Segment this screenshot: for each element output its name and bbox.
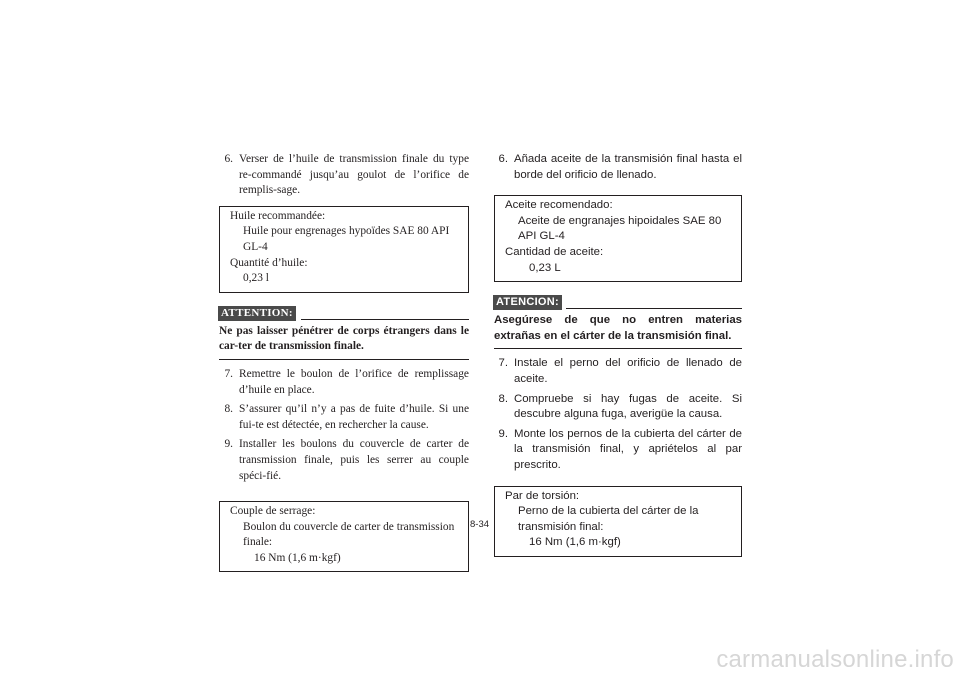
oil-quantity: 0,23 l — [243, 272, 269, 285]
attention-text-es: Asegúrese de que no entren materias extrañas en el cárter de la transmisión final. — [494, 314, 742, 342]
step-7-fr — [219, 367, 469, 398]
attention-label: ATTENTION: — [218, 306, 296, 321]
step-number: 6. — [498, 153, 508, 165]
step-text: Verser de l’huile de transmission finale du type re-commandé jusqu’au goulot de l’orifice de remplis-sage. — [239, 153, 469, 197]
oil-quantity-label: Cantidad de aceite: — [505, 245, 604, 258]
torque-label: Par de torsión: — [505, 489, 580, 502]
torque-label: Couple de serrage: — [230, 505, 316, 518]
step-6-es — [494, 152, 742, 183]
step-text: Añada aceite de la transmisión final hasta el borde del orificio de llenado. — [514, 153, 742, 181]
attention-end-rule — [494, 348, 742, 349]
page-number: 8-34 — [470, 519, 490, 530]
step-text: Remettre le boulon de l’orifice de remplissage d’huile en place. — [239, 367, 469, 396]
step-text: Installer les boulons du couvercle de carter de transmission finale, puis les serrer au couple spéci-fié. — [239, 438, 469, 482]
french-column — [219, 152, 469, 572]
step-number: 9. — [498, 427, 508, 440]
recommended-oil-box-fr — [219, 206, 469, 293]
torque-item: Boulon du couvercle de carter de transmission finale: — [243, 520, 455, 549]
steps-list-fr — [219, 367, 469, 484]
step-8-es — [494, 392, 742, 423]
recommended-oil-box-es — [494, 195, 742, 282]
step-7-es — [494, 356, 742, 387]
step-number: 8. — [498, 392, 508, 405]
step-9-fr — [219, 437, 469, 484]
steps-list-es — [494, 356, 742, 473]
attention-label: ATENCION: — [493, 295, 562, 310]
torque-box-fr — [219, 501, 469, 572]
step-number: 7. — [498, 357, 508, 370]
step-text: Compruebe si hay fugas de aceite. Si descubre alguna fuga, averigüe la causa. — [514, 392, 742, 421]
torque-box-es — [494, 486, 742, 557]
oil-type: Huile pour engrenages hypoïdes SAE 80 API GL-4 — [243, 225, 450, 253]
torque-item: Perno de la cubierta del cárter de la transmisión final: — [518, 505, 699, 533]
step-text: Instale el perno del orificio de llenado de aceite. — [514, 357, 742, 385]
step-number: 9. — [224, 438, 233, 451]
attention-end-rule — [219, 359, 469, 360]
oil-label: Aceite recomendado: — [505, 199, 613, 212]
step-8-fr — [219, 402, 469, 433]
attention-header-es — [494, 295, 742, 312]
watermark: carmanualsonline.info — [716, 646, 954, 673]
attention-rule — [301, 319, 469, 320]
step-number: 8. — [224, 403, 233, 416]
oil-label: Huile recommandée: — [230, 209, 326, 222]
step-6-fr — [219, 152, 469, 199]
attention-rule — [566, 308, 742, 309]
step-number: 7. — [224, 367, 233, 380]
torque-value: 16 Nm (1,6 m·kgf) — [529, 536, 621, 549]
step-number: 6. — [224, 153, 233, 165]
oil-quantity: 0,23 L — [529, 261, 561, 274]
torque-value: 16 Nm (1,6 m·kgf) — [254, 551, 341, 564]
oil-type: Aceite de engranajes hipoidales SAE 80 API GL-4 — [518, 214, 722, 243]
step-text: S’assurer qu’il n’y a pas de fuite d’huile. Si une fui-te est détectée, en rechercher la cause. — [239, 403, 469, 431]
step-text: Monte los pernos de la cubierta del cárter de la transmisión final, y apriételos al par prescrito. — [514, 427, 742, 471]
oil-quantity-label: Quantité d’huile: — [230, 256, 308, 269]
spanish-column — [494, 152, 742, 557]
step-9-es — [494, 427, 742, 474]
attention-text-fr: Ne pas laisser pénétrer de corps étrangers dans le car-ter de transmission finale. — [219, 324, 469, 353]
attention-header-fr — [219, 306, 469, 323]
